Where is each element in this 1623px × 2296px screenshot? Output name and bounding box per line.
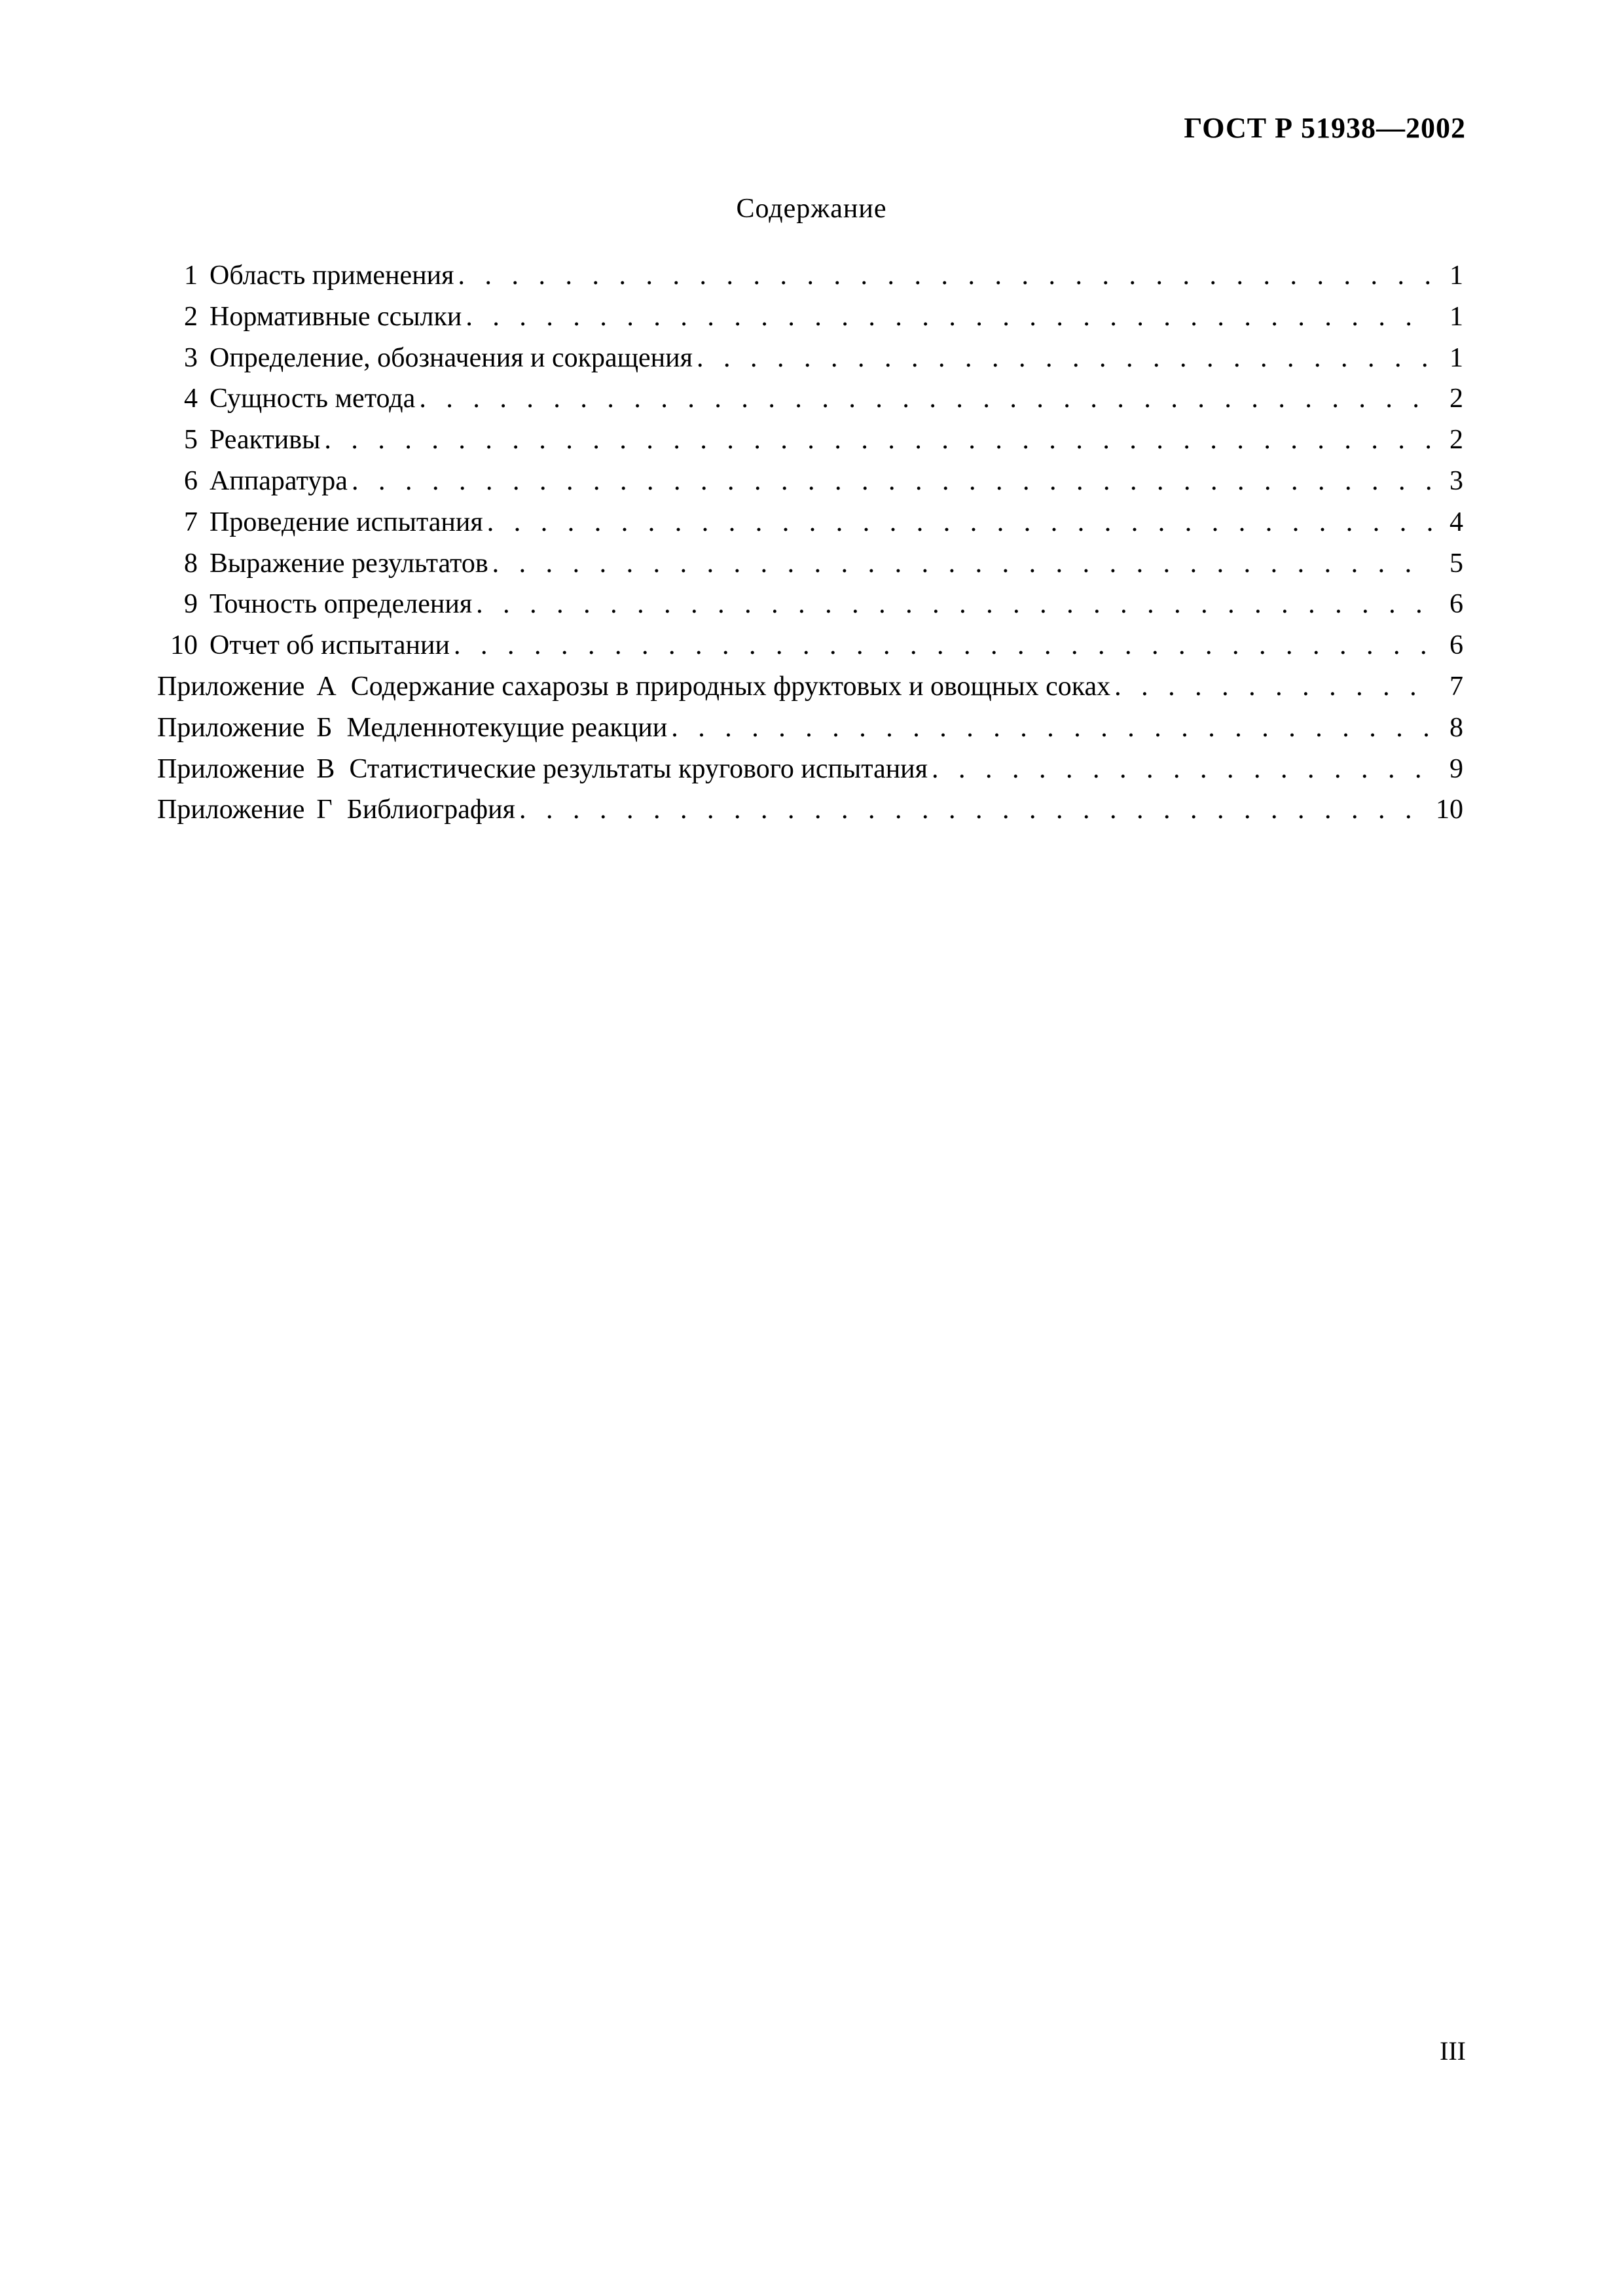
toc-title: Содержание [736, 194, 887, 224]
toc-dot-leader [487, 502, 1433, 543]
toc-entry-page: 5 [1450, 548, 1463, 579]
toc-dot-leader [476, 584, 1433, 625]
toc-entry-page: 1 [1450, 301, 1463, 332]
page-number: III [1440, 2036, 1466, 2066]
toc-appendix-title: Медленнотекущие реакции [346, 712, 668, 743]
toc-appendix-entry[interactable] [157, 789, 1463, 831]
toc-dot-leader [465, 296, 1433, 338]
toc-appendix-entry[interactable] [157, 666, 1463, 708]
table-of-contents [157, 255, 1463, 831]
toc-entry-number: 5 [184, 425, 198, 456]
toc-entry-number: 1 [184, 260, 198, 291]
toc-appendix-entry[interactable] [157, 749, 1463, 790]
toc-dot-leader [697, 338, 1433, 379]
toc-entry-number: 6 [184, 465, 198, 496]
toc-entry-title: Точность определения [210, 589, 473, 620]
toc-appendix-title: Содержание сахарозы в природных фруктовых и овощных соках [350, 671, 1111, 702]
toc-entry-page: 6 [1450, 630, 1463, 661]
toc-appendix-letter: А [316, 671, 337, 702]
toc-appendix-entry[interactable] [157, 708, 1463, 749]
toc-entry-number: 8 [184, 548, 198, 579]
toc-entry[interactable] [157, 625, 1463, 666]
toc-entry[interactable] [157, 543, 1463, 584]
toc-entry-page: 3 [1450, 465, 1463, 496]
toc-appendix-prefix: Приложение [157, 712, 305, 743]
standard-code: ГОСТ Р 51938—2002 [1184, 112, 1466, 144]
toc-dot-leader [458, 255, 1433, 296]
toc-dot-leader [419, 378, 1433, 420]
toc-entry[interactable] [157, 255, 1463, 296]
toc-entry[interactable] [157, 378, 1463, 420]
toc-appendix-page: 10 [1436, 795, 1463, 825]
toc-dot-leader [1114, 666, 1433, 708]
toc-entry-title: Выражение результатов [210, 548, 488, 579]
toc-appendix-prefix: Приложение [157, 671, 305, 702]
toc-entry-title: Отчет об испытании [210, 630, 450, 661]
toc-entry-title: Нормативные ссылки [210, 301, 462, 332]
toc-entry[interactable] [157, 296, 1463, 338]
toc-dot-leader [454, 625, 1433, 666]
toc-dot-leader [324, 420, 1433, 461]
toc-entry[interactable] [157, 461, 1463, 502]
toc-entry-number: 2 [184, 301, 198, 332]
toc-entry-page: 6 [1450, 589, 1463, 620]
toc-entry-number: 4 [184, 384, 198, 414]
toc-entry[interactable] [157, 502, 1463, 543]
toc-appendix-page: 9 [1450, 753, 1463, 784]
toc-entry-number: 3 [184, 342, 198, 373]
toc-entry[interactable] [157, 338, 1463, 379]
toc-entry-title: Реактивы [210, 425, 321, 456]
toc-dot-leader [671, 708, 1433, 749]
toc-entry-page: 2 [1450, 425, 1463, 456]
toc-entry-number: 10 [170, 630, 198, 661]
toc-appendix-page: 8 [1450, 712, 1463, 743]
toc-appendix-letter: Г [316, 795, 333, 825]
toc-entry-title: Проведение испытания [210, 507, 483, 537]
toc-appendix-prefix: Приложение [157, 753, 305, 784]
toc-appendix-letter: В [316, 753, 335, 784]
toc-entry-number: 7 [184, 507, 198, 537]
toc-entry-page: 1 [1450, 260, 1463, 291]
toc-entry-title: Сущность метода [210, 384, 416, 414]
toc-entry[interactable] [157, 584, 1463, 625]
toc-appendix-title: Библиография [346, 795, 515, 825]
toc-entry-page: 4 [1450, 507, 1463, 537]
toc-appendix-letter: Б [316, 712, 333, 743]
toc-appendix-title: Статистические результаты кругового испытания [349, 753, 928, 784]
toc-entry-number: 9 [184, 589, 198, 620]
toc-dot-leader [352, 461, 1433, 502]
toc-appendix-prefix: Приложение [157, 795, 305, 825]
toc-entry-title: Аппаратура [210, 465, 348, 496]
toc-entry-title: Область применения [210, 260, 454, 291]
toc-dot-leader [492, 543, 1433, 584]
toc-entry-title: Определение, обозначения и сокращения [210, 342, 693, 373]
toc-appendix-page: 7 [1450, 671, 1463, 702]
toc-entry-page: 1 [1450, 342, 1463, 373]
toc-entry[interactable] [157, 420, 1463, 461]
toc-dot-leader [932, 749, 1433, 790]
toc-entry-page: 2 [1450, 384, 1463, 414]
toc-dot-leader [519, 789, 1432, 831]
